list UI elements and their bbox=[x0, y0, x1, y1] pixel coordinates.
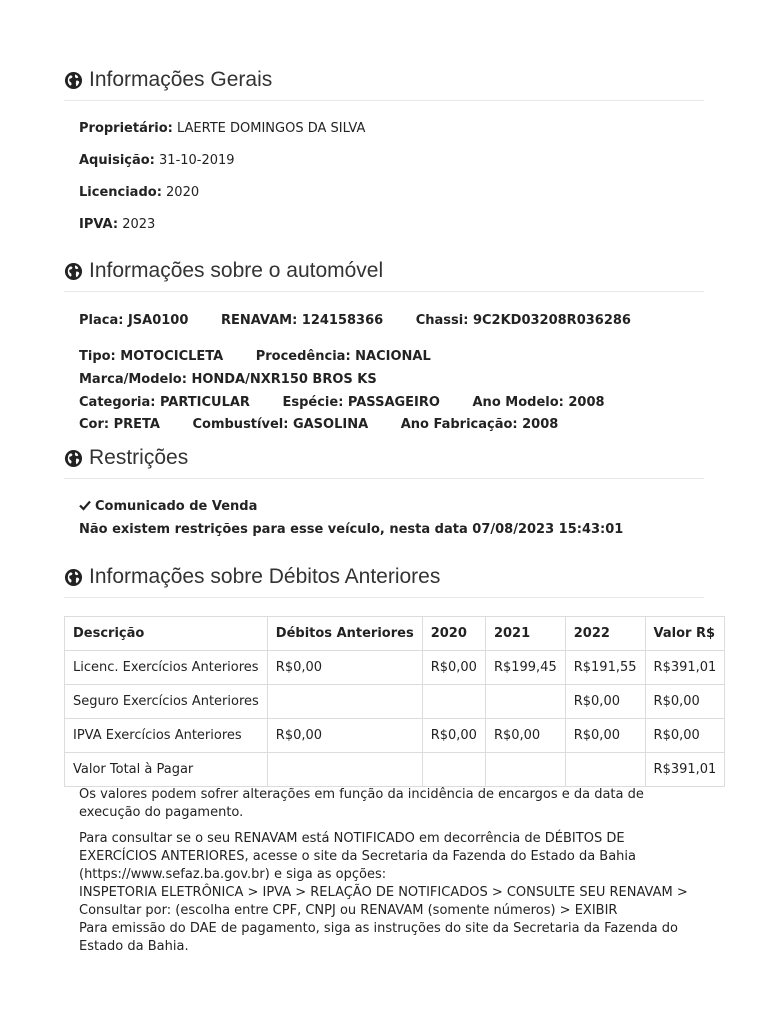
section-header-gerais bbox=[64, 68, 704, 101]
car-row-marca bbox=[79, 372, 405, 387]
proprietario-row bbox=[79, 121, 365, 136]
placa: Placa: JSA0100 bbox=[79, 313, 189, 328]
ipva-value: 2023 bbox=[122, 217, 156, 232]
renavam: RENAVAM: 124158366 bbox=[220, 313, 384, 328]
note-renavam-line3: Para emissão do DAE de pagamento, siga as instruções do site da Secretaria da Fazenda do Estado da Bahia. bbox=[79, 921, 678, 954]
globe-icon bbox=[64, 262, 83, 281]
licenciado-value: 2020 bbox=[166, 185, 200, 200]
aquisicao-row bbox=[79, 153, 235, 168]
licenciado-row bbox=[79, 185, 199, 200]
ano-modelo: Ano Modelo: 2008 bbox=[472, 395, 605, 410]
globe-icon bbox=[64, 568, 83, 587]
section-title: Informações Gerais bbox=[89, 68, 273, 91]
cell-2022: R$0,00 bbox=[565, 719, 645, 753]
check-icon bbox=[79, 499, 91, 511]
car-row-cor bbox=[79, 417, 586, 432]
header-debitos-anteriores: Débitos Anteriores bbox=[267, 617, 422, 651]
section-title: Informações sobre Débitos Anteriores bbox=[89, 565, 441, 588]
section-title: Informações sobre o automóvel bbox=[89, 259, 384, 282]
cell-debitos-anteriores: R$0,00 bbox=[267, 719, 422, 753]
header-descricao: Descrição bbox=[65, 617, 268, 651]
restricoes-message bbox=[79, 522, 623, 537]
cell-2020: R$0,00 bbox=[422, 651, 485, 685]
notes bbox=[79, 786, 704, 956]
section-header-automovel bbox=[64, 259, 704, 292]
car-row-categoria bbox=[79, 395, 633, 410]
header-2022: 2022 bbox=[565, 617, 645, 651]
cell-descricao: Seguro Exercícios Anteriores bbox=[65, 685, 268, 719]
licenciado-label: Licenciado: bbox=[79, 185, 162, 200]
cell-2021 bbox=[485, 753, 565, 787]
cell-2020 bbox=[422, 685, 485, 719]
cell-2022: R$0,00 bbox=[565, 685, 645, 719]
cell-debitos-anteriores: R$0,00 bbox=[267, 651, 422, 685]
proprietario-label: Proprietário: bbox=[79, 121, 173, 136]
cell-descricao: IPVA Exercícios Anteriores bbox=[65, 719, 268, 753]
proprietario-value: LAERTE DOMINGOS DA SILVA bbox=[176, 121, 366, 136]
cell-2022: R$191,55 bbox=[565, 651, 645, 685]
table-row bbox=[65, 685, 725, 719]
table-row bbox=[65, 651, 725, 685]
cell-2021 bbox=[485, 685, 565, 719]
comunicado-row bbox=[79, 499, 257, 514]
cell-descricao: Valor Total à Pagar bbox=[65, 753, 268, 787]
table-row-total bbox=[65, 753, 725, 787]
table-header-row bbox=[65, 617, 725, 651]
ipva-row bbox=[79, 217, 155, 232]
cell-valor: R$391,01 bbox=[645, 753, 725, 787]
debitos-table bbox=[64, 616, 725, 787]
globe-icon bbox=[64, 449, 83, 468]
ano-fabricacao: Ano Fabricação: 2008 bbox=[400, 417, 559, 432]
restricoes-text: Não existem restrições para esse veículo, nesta data 07/08/2023 15:43:01 bbox=[79, 522, 624, 537]
section-title: Restrições bbox=[89, 446, 189, 469]
car-row-ids bbox=[79, 313, 659, 328]
header-2021: 2021 bbox=[485, 617, 565, 651]
note-renavam bbox=[79, 830, 704, 956]
cell-2022 bbox=[565, 753, 645, 787]
header-valor: Valor R$ bbox=[645, 617, 725, 651]
cell-valor: R$0,00 bbox=[645, 719, 725, 753]
aquisicao-label: Aquisição: bbox=[79, 153, 155, 168]
header-2020: 2020 bbox=[422, 617, 485, 651]
marca-modelo: Marca/Modelo: HONDA/NXR150 BROS KS bbox=[79, 372, 377, 387]
cell-2021: R$0,00 bbox=[485, 719, 565, 753]
cor: Cor: PRETA bbox=[79, 417, 160, 432]
cell-2020 bbox=[422, 753, 485, 787]
cell-descricao: Licenc. Exercícios Anteriores bbox=[65, 651, 268, 685]
cell-debitos-anteriores bbox=[267, 753, 422, 787]
procedencia: Procedência: NACIONAL bbox=[255, 349, 431, 364]
note-renavam-line2: INSPETORIA ELETRÔNICA > IPVA > RELAÇÃO DE NOTIFICADOS > CONSULTE SEU RENAVAM > Consultar por: (escolha entre CPF, CNPJ ou RENAVAM (somente números) > EXIBIR bbox=[79, 885, 688, 918]
note-valores: Os valores podem sofrer alterações em função da incidência de encargos e da data de execução do pagamento. bbox=[79, 787, 644, 820]
note-renavam-line1: Para consultar se o seu RENAVAM está NOTIFICADO em decorrência de DÉBITOS DE EXERCÍCIOS ANTERIORES, acesse o site da Secretaria da Fazenda do Estado da Bahia (https://www.sefaz.ba.gov.br) e siga as opções: bbox=[79, 831, 636, 882]
tipo: Tipo: MOTOCICLETA bbox=[79, 349, 224, 364]
car-row-tipo bbox=[79, 349, 459, 364]
table-row bbox=[65, 719, 725, 753]
cell-valor: R$0,00 bbox=[645, 685, 725, 719]
aquisicao-value: 31-10-2019 bbox=[159, 153, 235, 168]
cell-debitos-anteriores bbox=[267, 685, 422, 719]
cell-valor: R$391,01 bbox=[645, 651, 725, 685]
especie: Espécie: PASSAGEIRO bbox=[282, 395, 440, 410]
combustivel: Combustível: GASOLINA bbox=[192, 417, 369, 432]
ipva-label: IPVA: bbox=[79, 217, 119, 232]
section-header-debitos bbox=[64, 565, 704, 598]
section-header-restricoes bbox=[64, 446, 704, 479]
cell-2020: R$0,00 bbox=[422, 719, 485, 753]
cell-2021: R$199,45 bbox=[485, 651, 565, 685]
globe-icon bbox=[64, 71, 83, 90]
chassi: Chassi: 9C2KD03208R036286 bbox=[415, 313, 631, 328]
comunicado-label: Comunicado de Venda bbox=[95, 499, 258, 514]
categoria: Categoria: PARTICULAR bbox=[79, 395, 250, 410]
